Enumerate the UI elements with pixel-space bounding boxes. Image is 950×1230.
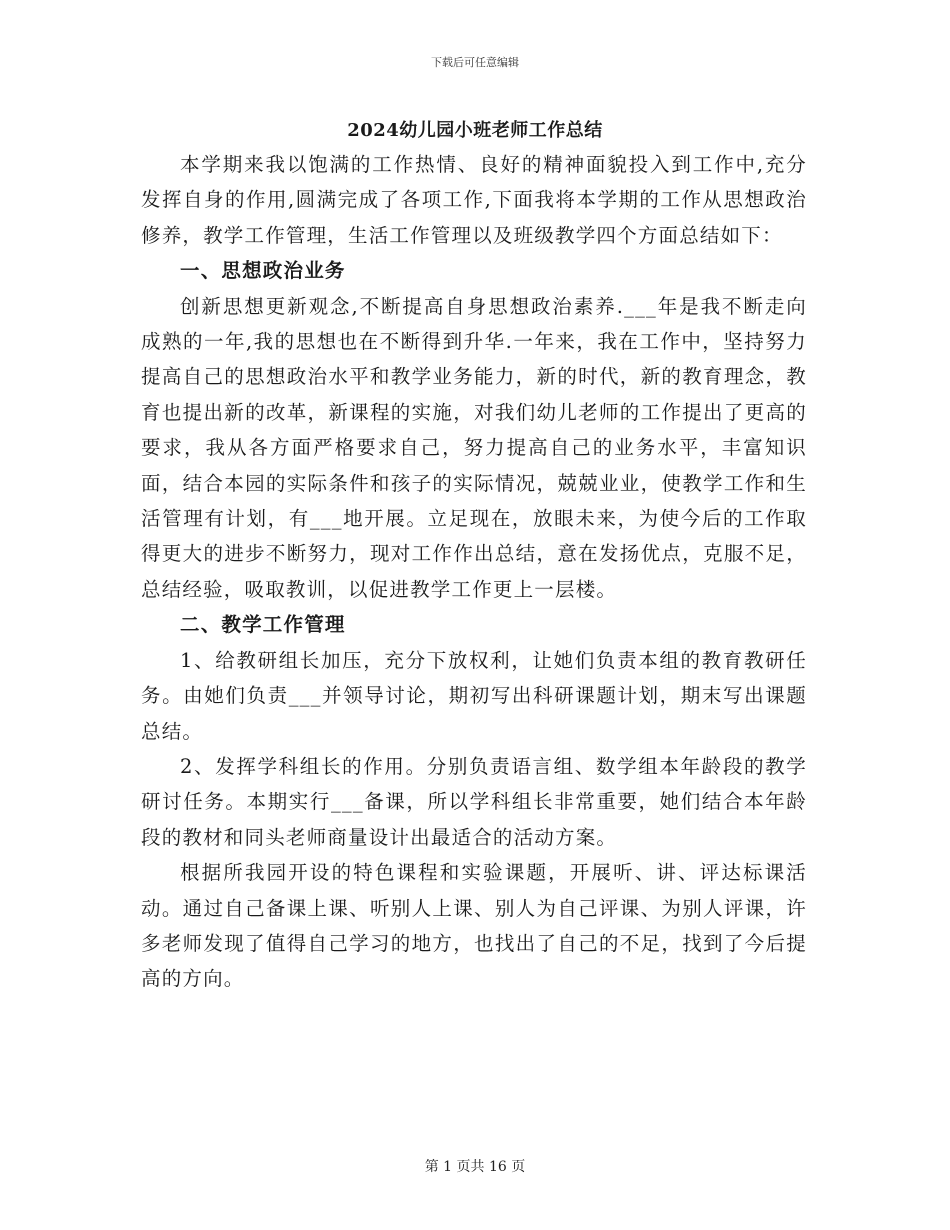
paragraph: 2、发挥学科组长的作用。分别负责语言组、数学组本年龄段的教学研讨任务。本期实行___备课，所以学科组长非常重要，她们结合本年龄段的教材和同头老师商量设计出最适合的活动方案。 (141, 754, 807, 849)
page-header-note: 下载后可任意编辑 (431, 56, 519, 69)
page-number: 第 1 页共 16 页 (424, 1159, 526, 1175)
document-body (141, 147, 807, 997)
section-heading-teaching: 二、教学工作管理 (180, 613, 346, 637)
intro-paragraph: 本学期来我以饱满的工作热情、良好的精神面貌投入到工作中,充分发挥自身的作用,圆满完成了各项工作,下面我将本学期的工作从思想政治修养，教学工作管理，生活工作管理以及班级教学四个方面总结如下： (141, 153, 807, 247)
paragraph: 1、给教研组长加压，充分下放权利，让她们负责本组的教育教研任务。由她们负责___并领导讨论，期初写出科研课题计划，期末写出课题总结。 (141, 648, 807, 743)
paragraph: 创新思想更新观念,不断提高自身思想政治素养.___年是我不断走向成熟的一年,我的思想也在不断得到升华.一年来，我在工作中，坚持努力提高自己的思想政治水平和教学业务能力，新的时代，新的教育理念，教育也提出新的改革，新课程的实施，对我们幼儿老师的工作提出了更高的要求，我从各方面严格要求自己，努力提高自己的业务水平，丰富知识面，结合本园的实际条件和孩子的实际情况，兢兢业业，使教学工作和生活管理有计划，有___地开展。立足现在，放眼未来，为使今后的工作取得更大的进步不断努力，现对工作作出总结，意在发扬优点，克服不足，总结经验，吸取教训，以促进教学工作更上一层楼。 (141, 294, 807, 601)
section-heading-ideology: 一、思想政治业务 (180, 259, 346, 283)
paragraph: 根据所我园开设的特色课程和实验课题，开展听、讲、评达标课活动。通过自己备课上课、听别人上课、别人为自己评课、为别人评课，许多老师发现了值得自己学习的地方，也找出了自己的不足，找到了今后提高的方向。 (141, 861, 807, 991)
document-title: 2024幼儿园小班老师工作总结 (347, 120, 603, 141)
